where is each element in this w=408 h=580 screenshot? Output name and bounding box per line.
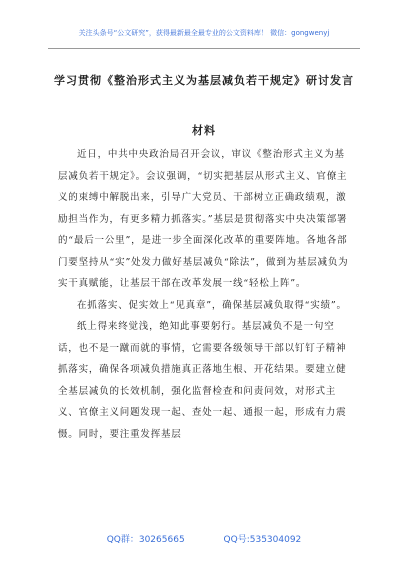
header-promo-note: 关注头条号“公文研究”，获得最新最全最专业的公文资料库！ 微信：gongwenyj [78,29,330,37]
footer-contact [0,532,408,545]
body-paragraph: 在抓落实、促实效上“见真章”，确保基层减负取得“实绩”。 [77,299,347,311]
body-paragraph: 近日，中共中央政治局召开会议，审议《整治形式主义为基层减负若干规定》。会议强调，“切实把基层从形式主义、官僚主义的束缚中解脱出来，引导广大党员、干部树立正确政绩观，激励担当作为，有更多精力抓落实。”基层是贯彻落实中央决策部署的“最后一公里”，是进一步全面深化改革的重要阵地。各地各部门要坚持从“实”处发力做好基层减负“除法”，做到为基层减负为实干真赋能，让基层干部在改革发展一线“轻松上阵”。 [58,149,349,289]
footer-qq-number: QQ号:535304092 [223,535,302,545]
footer-qq-group: QQ群：30265665 [106,535,185,545]
body-paragraph: 纸上得来终觉浅，绝知此事要躬行。基层减负不是一句空话，也不是一蹴而就的事情，它需要各级领导干部以钉钉子精神抓落实，确保各项减负措施真正落地生根、开花结果。要建立健全基层减负的长效机制，强化监督检查和问责问效，对形式主义、官僚主义问题发现一起、查处一起、通报一起，形成有力震慑。同时，要注重发挥基层 [58,321,347,440]
header-divider [48,48,360,49]
document-title: 学习贯彻《整治形式主义为基层减负若干规定》研讨发言 [54,74,354,87]
document-subtitle: 材料 [192,124,216,137]
document-body [58,144,350,445]
